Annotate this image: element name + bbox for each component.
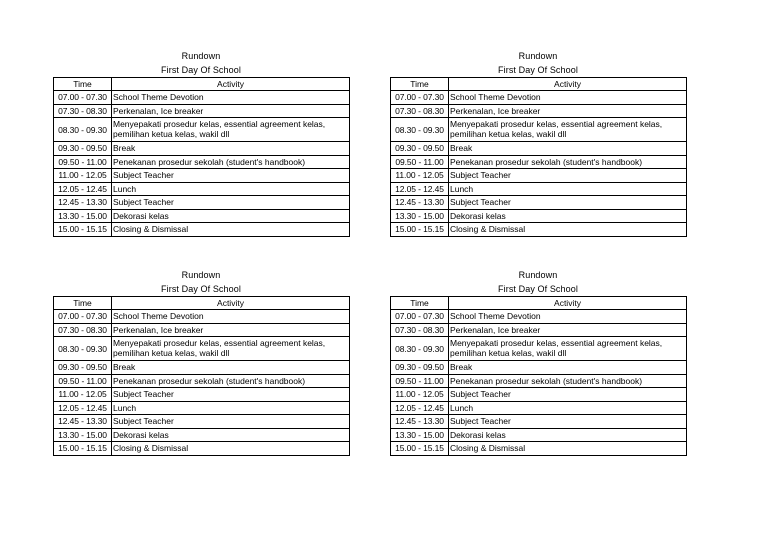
activity-cell: Lunch (112, 182, 350, 196)
table-row (391, 428, 687, 442)
table-header-row (54, 78, 350, 91)
time-column-header: Time (391, 78, 449, 91)
table-row (54, 337, 350, 361)
activity-cell: Penekanan prosedur sekolah (student's handbook) (449, 374, 687, 388)
table-row (54, 196, 350, 210)
activity-cell: Menyepakati prosedur kelas, essential agreement kelas, pemilihan ketua kelas, wakil dll (112, 337, 350, 361)
table-row (54, 310, 350, 324)
table-row (391, 91, 687, 105)
rundown-table (53, 77, 350, 237)
rundown-title: Rundown (181, 51, 221, 61)
activity-cell: Subject Teacher (449, 415, 687, 429)
time-cell: 12.45 - 13.30 (54, 415, 112, 429)
table-row (391, 209, 687, 223)
table-row (54, 155, 350, 169)
table-row (391, 142, 687, 156)
activity-cell: Penekanan prosedur sekolah (student's handbook) (112, 374, 350, 388)
table-row (54, 442, 350, 456)
time-cell: 15.00 - 15.15 (391, 223, 449, 237)
time-cell: 13.30 - 15.00 (54, 428, 112, 442)
rundown-title: Rundown (518, 51, 558, 61)
activity-cell: Penekanan prosedur sekolah (student's handbook) (449, 155, 687, 169)
table-row (54, 118, 350, 142)
time-cell: 08.30 - 09.30 (391, 118, 449, 142)
rundown-subtitle: First Day Of School (161, 65, 241, 75)
rundown-block-bottom-right (390, 269, 686, 456)
time-cell: 12.45 - 13.30 (391, 196, 449, 210)
table-header-row (391, 297, 687, 310)
activity-cell: Perkenalan, Ice breaker (449, 104, 687, 118)
rundown-subtitle: First Day Of School (498, 284, 578, 294)
activity-cell: Break (449, 142, 687, 156)
time-cell: 09.50 - 11.00 (54, 155, 112, 169)
activity-cell: Lunch (112, 401, 350, 415)
activity-cell: School Theme Devotion (449, 91, 687, 105)
activity-cell: Dekorasi kelas (112, 428, 350, 442)
rundown-table (390, 77, 687, 237)
table-row (391, 182, 687, 196)
time-cell: 12.05 - 12.45 (391, 401, 449, 415)
time-cell: 12.05 - 12.45 (54, 401, 112, 415)
activity-cell: Menyepakati prosedur kelas, essential agreement kelas, pemilihan ketua kelas, wakil dll (449, 337, 687, 361)
time-cell: 11.00 - 12.05 (391, 388, 449, 402)
time-cell: 13.30 - 15.00 (391, 209, 449, 223)
activity-cell: Closing & Dismissal (112, 442, 350, 456)
activity-cell: Subject Teacher (112, 415, 350, 429)
activity-column-header: Activity (112, 297, 350, 310)
table-row (391, 118, 687, 142)
table-header-row (391, 78, 687, 91)
time-cell: 09.50 - 11.00 (391, 374, 449, 388)
table-row (391, 442, 687, 456)
table-row (391, 337, 687, 361)
table-row (54, 428, 350, 442)
table-row (391, 169, 687, 183)
activity-cell: Subject Teacher (112, 196, 350, 210)
table-row (54, 323, 350, 337)
table-row (54, 415, 350, 429)
activity-cell: Perkenalan, Ice breaker (449, 323, 687, 337)
table-row (391, 104, 687, 118)
activity-cell: Menyepakati prosedur kelas, essential agreement kelas, pemilihan ketua kelas, wakil dll (112, 118, 350, 142)
table-row (54, 223, 350, 237)
time-cell: 12.05 - 12.45 (54, 182, 112, 196)
table-row (391, 361, 687, 375)
table-row (54, 388, 350, 402)
rundown-block-top-right (390, 50, 686, 237)
table-row (391, 310, 687, 324)
table-row (54, 209, 350, 223)
table-row (391, 155, 687, 169)
rundown-title: Rundown (518, 270, 558, 280)
activity-cell: Subject Teacher (112, 388, 350, 402)
activity-cell: Perkenalan, Ice breaker (112, 323, 350, 337)
activity-cell: School Theme Devotion (112, 310, 350, 324)
activity-cell: Dekorasi kelas (449, 209, 687, 223)
table-row (391, 223, 687, 237)
time-cell: 15.00 - 15.15 (54, 223, 112, 237)
rundown-table (390, 296, 687, 456)
time-cell: 07.30 - 08.30 (54, 323, 112, 337)
rundown-table (53, 296, 350, 456)
table-row (391, 196, 687, 210)
activity-cell: Subject Teacher (449, 169, 687, 183)
time-cell: 07.00 - 07.30 (391, 91, 449, 105)
table-row (391, 323, 687, 337)
time-cell: 09.30 - 09.50 (391, 142, 449, 156)
activity-column-header: Activity (449, 78, 687, 91)
time-cell: 09.30 - 09.50 (391, 361, 449, 375)
activity-cell: School Theme Devotion (112, 91, 350, 105)
time-cell: 08.30 - 09.30 (54, 118, 112, 142)
activity-cell: Closing & Dismissal (449, 223, 687, 237)
activity-cell: Break (449, 361, 687, 375)
time-cell: 09.50 - 11.00 (391, 155, 449, 169)
activity-cell: Lunch (449, 401, 687, 415)
activity-cell: Closing & Dismissal (449, 442, 687, 456)
time-cell: 07.30 - 08.30 (54, 104, 112, 118)
table-row (391, 374, 687, 388)
rundown-subtitle: First Day Of School (161, 284, 241, 294)
activity-cell: Break (112, 142, 350, 156)
time-cell: 15.00 - 15.15 (391, 442, 449, 456)
time-cell: 11.00 - 12.05 (391, 169, 449, 183)
activity-cell: Lunch (449, 182, 687, 196)
table-row (54, 169, 350, 183)
time-cell: 13.30 - 15.00 (391, 428, 449, 442)
time-cell: 07.00 - 07.30 (54, 310, 112, 324)
activity-cell: Subject Teacher (449, 388, 687, 402)
time-cell: 15.00 - 15.15 (54, 442, 112, 456)
activity-column-header: Activity (112, 78, 350, 91)
time-cell: 07.00 - 07.30 (391, 310, 449, 324)
table-row (54, 182, 350, 196)
time-cell: 07.30 - 08.30 (391, 323, 449, 337)
time-cell: 07.00 - 07.30 (54, 91, 112, 105)
time-cell: 09.30 - 09.50 (54, 142, 112, 156)
activity-cell: Closing & Dismissal (112, 223, 350, 237)
time-cell: 08.30 - 09.30 (391, 337, 449, 361)
table-row (54, 361, 350, 375)
time-column-header: Time (54, 297, 112, 310)
time-cell: 12.45 - 13.30 (391, 415, 449, 429)
table-row (54, 374, 350, 388)
time-cell: 08.30 - 09.30 (54, 337, 112, 361)
time-cell: 12.05 - 12.45 (391, 182, 449, 196)
time-cell: 07.30 - 08.30 (391, 104, 449, 118)
rundown-subtitle: First Day Of School (498, 65, 578, 75)
time-cell: 12.45 - 13.30 (54, 196, 112, 210)
activity-cell: Penekanan prosedur sekolah (student's handbook) (112, 155, 350, 169)
rundown-block-bottom-left (53, 269, 349, 456)
time-cell: 09.30 - 09.50 (54, 361, 112, 375)
table-row (391, 401, 687, 415)
time-cell: 11.00 - 12.05 (54, 388, 112, 402)
time-column-header: Time (54, 78, 112, 91)
activity-cell: School Theme Devotion (449, 310, 687, 324)
table-row (391, 415, 687, 429)
activity-cell: Subject Teacher (112, 169, 350, 183)
activity-cell: Subject Teacher (449, 196, 687, 210)
time-cell: 09.50 - 11.00 (54, 374, 112, 388)
time-column-header: Time (391, 297, 449, 310)
table-row (54, 91, 350, 105)
time-cell: 11.00 - 12.05 (54, 169, 112, 183)
time-cell: 13.30 - 15.00 (54, 209, 112, 223)
table-row (54, 104, 350, 118)
table-row (54, 401, 350, 415)
table-header-row (54, 297, 350, 310)
activity-column-header: Activity (449, 297, 687, 310)
table-row (54, 142, 350, 156)
activity-cell: Perkenalan, Ice breaker (112, 104, 350, 118)
rundown-title: Rundown (181, 270, 221, 280)
activity-cell: Dekorasi kelas (449, 428, 687, 442)
rundown-block-top-left (53, 50, 349, 237)
activity-cell: Dekorasi kelas (112, 209, 350, 223)
activity-cell: Break (112, 361, 350, 375)
activity-cell: Menyepakati prosedur kelas, essential agreement kelas, pemilihan ketua kelas, wakil dll (449, 118, 687, 142)
table-row (391, 388, 687, 402)
